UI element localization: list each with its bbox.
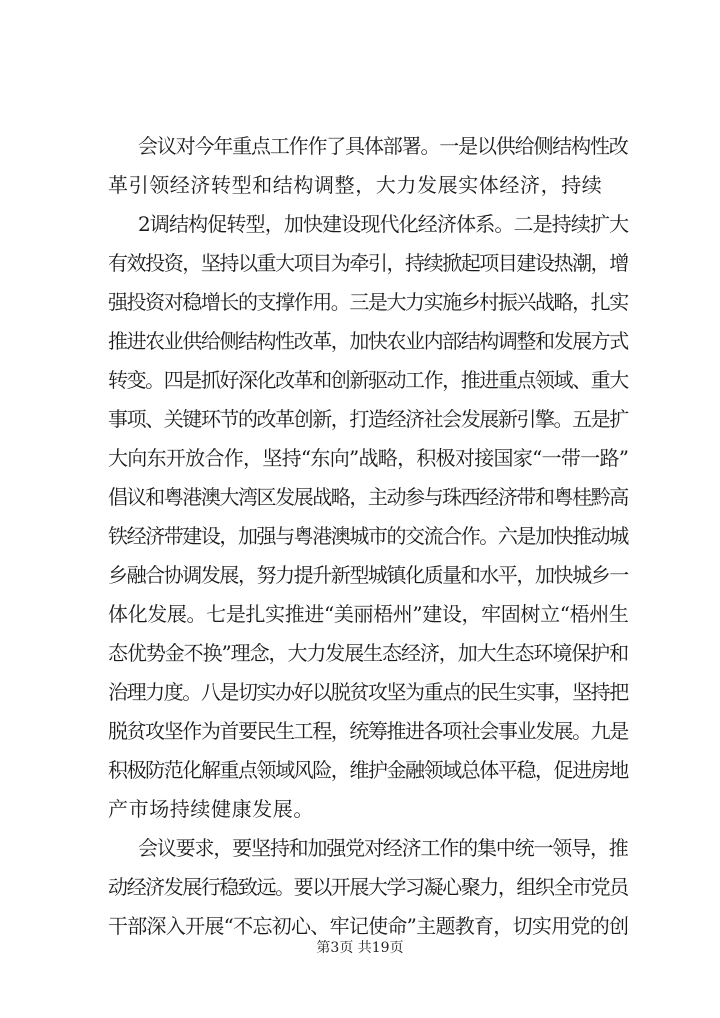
text-line: 革引领经济转型和结构调整，大力发展实体经济，持续 bbox=[108, 173, 603, 197]
text-line: 大向东开放合作，坚持“东向”战略，积极对接国家“一带一路” bbox=[108, 446, 629, 470]
text-line: 倡议和粤港澳大湾区发展战略，主动参与珠西经济带和粤桂黔高 bbox=[108, 485, 628, 509]
text-line: 会议对今年重点工作作了具体部署。一是以供给侧结构性改 bbox=[138, 134, 628, 158]
text-line: 动经济发展行稳致远。要以开展大学习凝心聚力，组织全市党员 bbox=[108, 875, 628, 899]
text-line: 治理力度。八是切实办好以脱贫攻坚为重点的民生实事，坚持把 bbox=[108, 680, 628, 704]
text-line: 2调结构促转型，加快建设现代化经济体系。二是持续扩大 bbox=[138, 212, 629, 236]
text-line: 转变。四是抓好深化改革和创新驱动工作，推进重点领域、重大 bbox=[108, 368, 628, 392]
text-line: 产市场持续健康发展。 bbox=[108, 797, 314, 821]
text-line: 态优势金不换”理念，大力发展生态经济，加大生态环境保护和 bbox=[108, 641, 629, 665]
text-line: 推进农业供给侧结构性改革，加快农业内部结构调整和发展方式 bbox=[108, 329, 628, 353]
text-line: 积极防范化解重点领域风险，维护金融领域总体平稳，促进房地 bbox=[108, 758, 628, 782]
text-line: 会议要求，要坚持和加强党对经济工作的集中统一领导，推 bbox=[138, 836, 628, 860]
text-line: 体化发展。七是扎实推进“美丽梧州”建设，牢固树立“梧州生 bbox=[108, 602, 629, 626]
text-line: 事项、关键环节的改革创新，打造经济社会发展新引擎。五是扩 bbox=[108, 407, 628, 431]
text-line: 脱贫攻坚作为首要民生工程，统筹推进各项社会事业发展。九是 bbox=[108, 719, 628, 743]
page-footer: 第3页 共19页 bbox=[316, 940, 404, 956]
text-line: 强投资对稳增长的支撑作用。三是大力实施乡村振兴战略，扎实 bbox=[108, 290, 628, 314]
text-line: 干部深入开展“不忘初心、牢记使命”主题教育，切实用党的创 bbox=[108, 914, 629, 938]
text-line: 铁经济带建设，加强与粤港澳城市的交流合作。六是加快推动城 bbox=[108, 524, 628, 548]
text-line: 有效投资，坚持以重大项目为牵引，持续掀起项目建设热潮，增 bbox=[108, 251, 628, 275]
text-line: 乡融合协调发展，努力提升新型城镇化质量和水平，加快城乡一 bbox=[108, 563, 628, 587]
